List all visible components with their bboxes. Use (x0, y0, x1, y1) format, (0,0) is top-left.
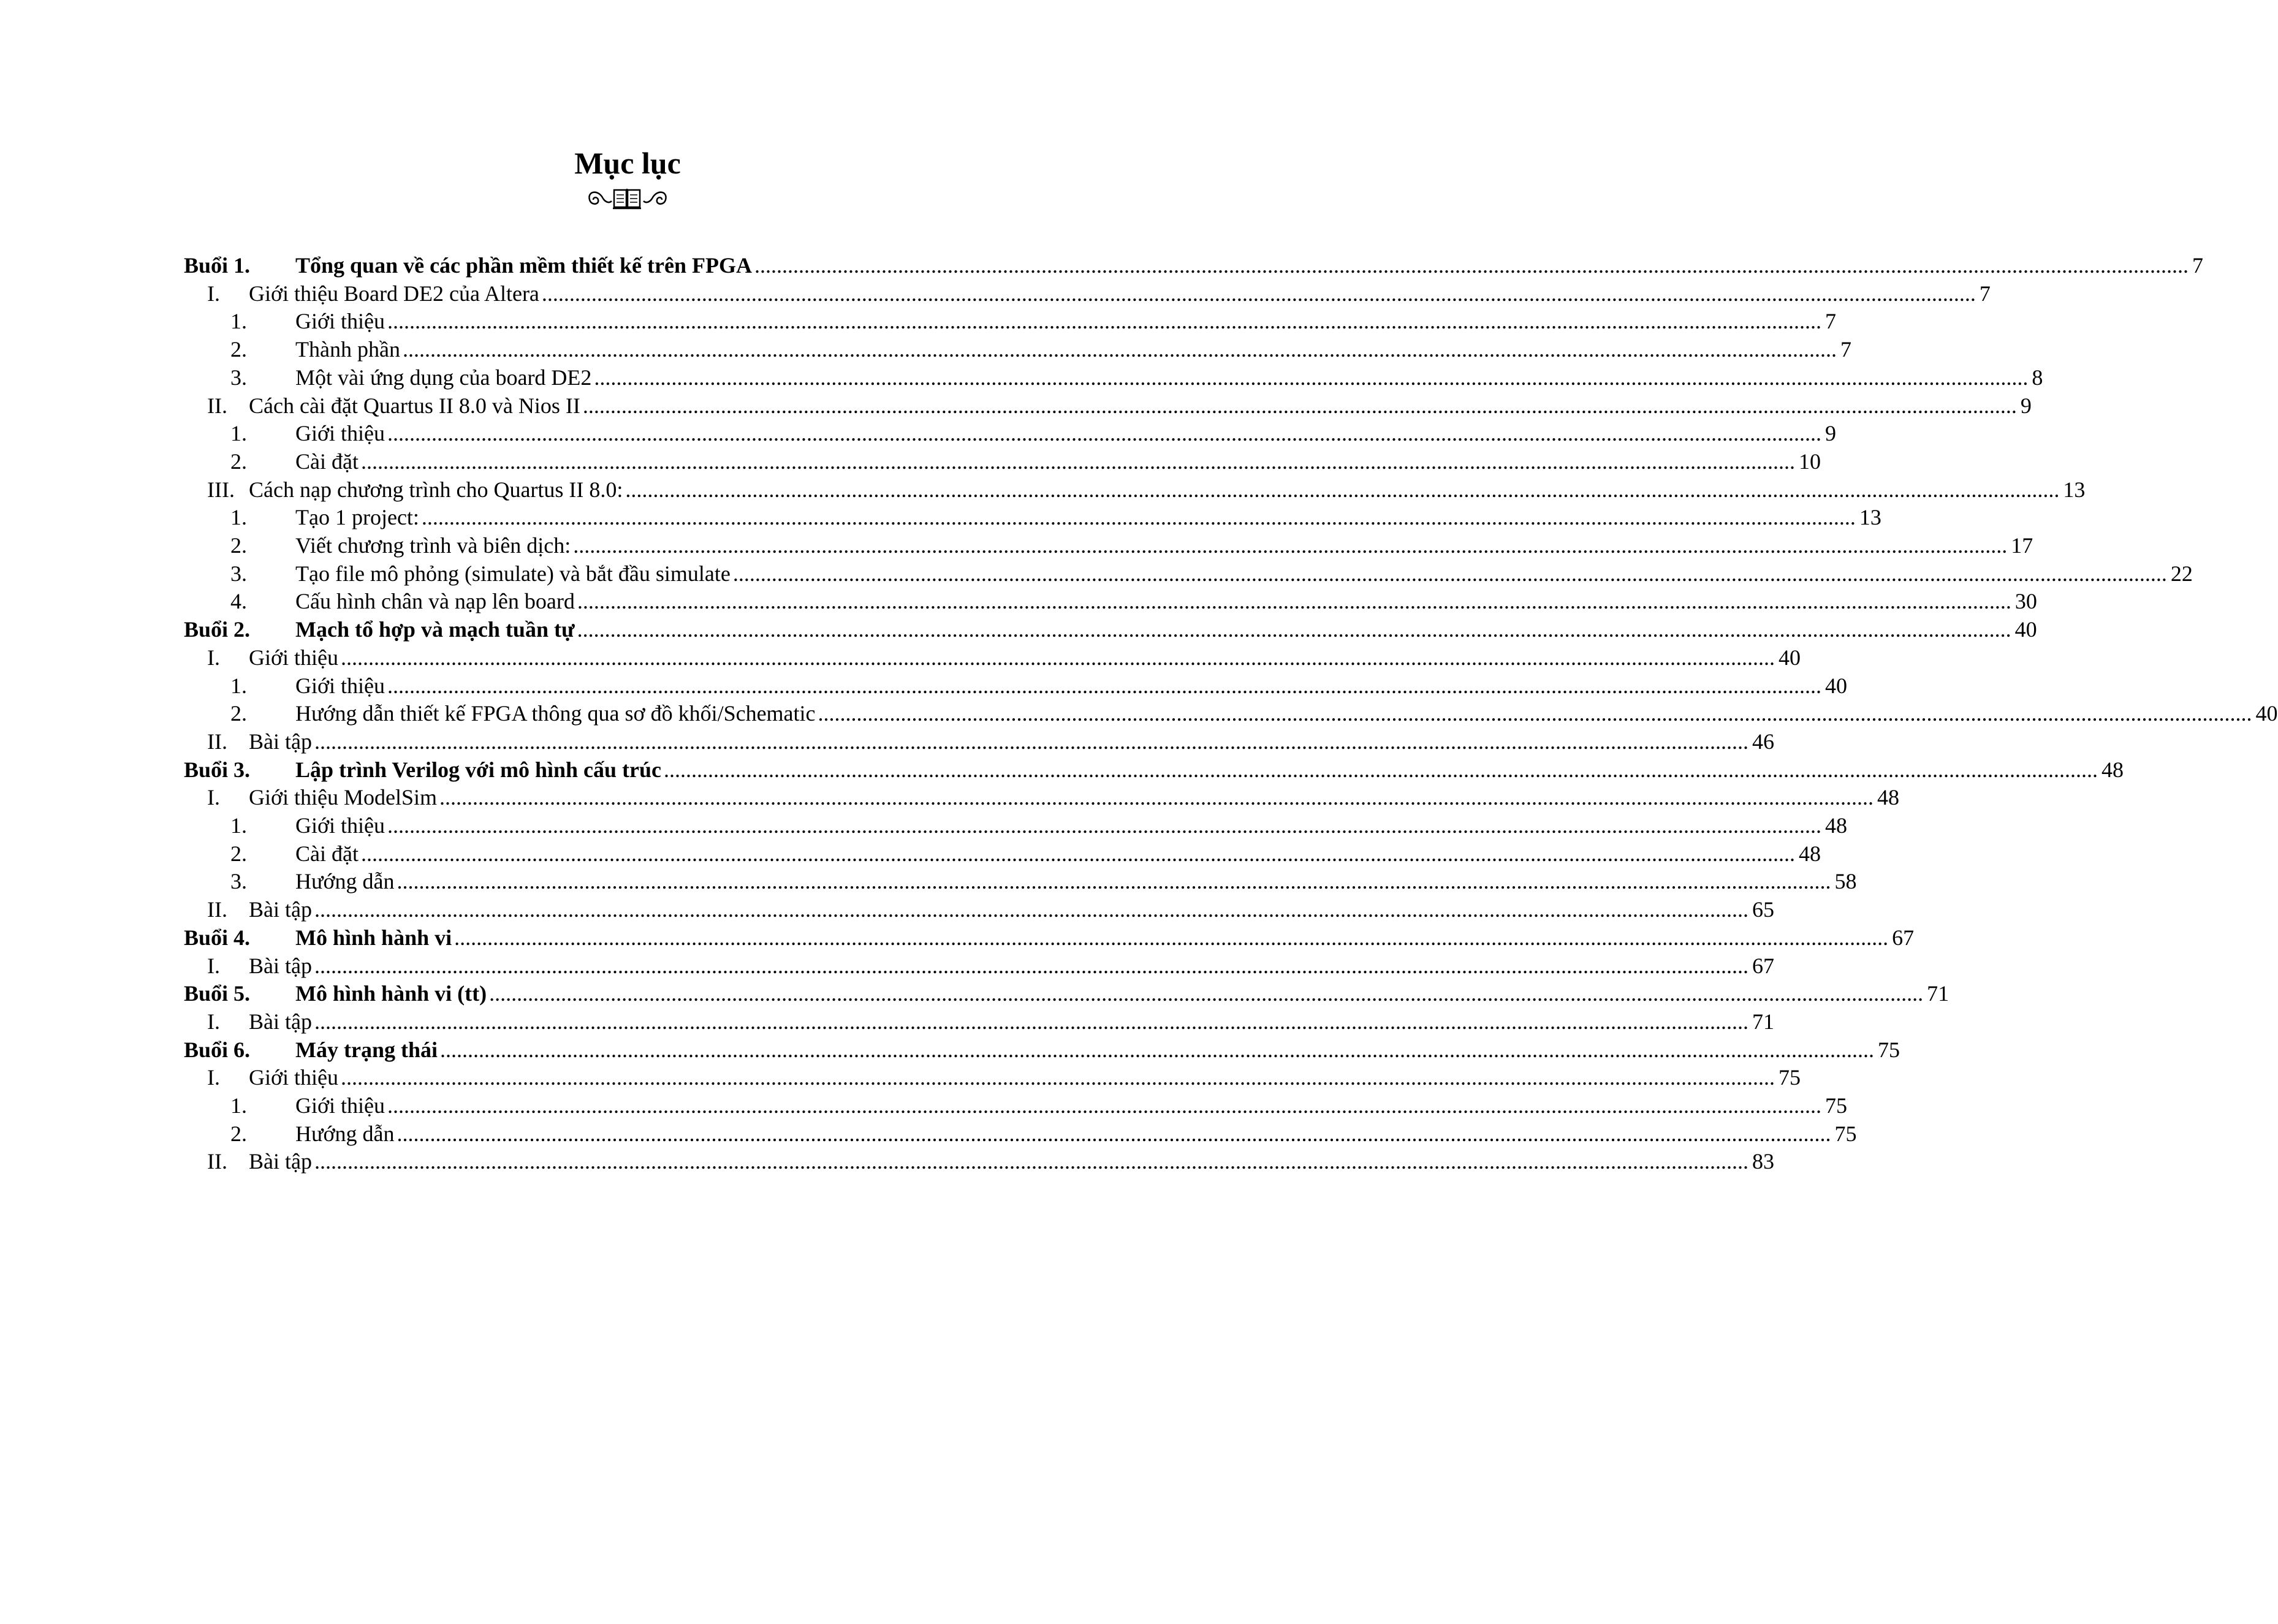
toc-entry-page-number: 71 (1927, 981, 1950, 1006)
toc-entry[interactable] (230, 672, 1848, 700)
page-title: Mục lục (574, 146, 681, 180)
dot-leader: .................................................................................................................................................................................................................................................................... (387, 813, 1822, 838)
toc-entry-line (295, 924, 1915, 952)
toc-entry-line (249, 279, 1991, 308)
toc-entry-line (295, 699, 2278, 727)
toc-entry-line (249, 1063, 1801, 1091)
toc-entry-title: Hướng dẫn (295, 869, 395, 894)
toc-entry-number: I. (207, 645, 220, 670)
dot-leader: .................................................................................................................................................................................................................................................................... (314, 1149, 1748, 1174)
toc-entry[interactable] (230, 867, 1857, 895)
toc-entry-page-number: 9 (2020, 393, 2032, 418)
toc-entry-line (249, 643, 1801, 672)
toc-entry-number: Buổi 6. (184, 1037, 251, 1062)
toc-entry-title: Viết chương trình và biên dịch: (295, 533, 571, 558)
toc-entry[interactable] (230, 811, 1848, 840)
toc-entry-line (295, 251, 2203, 279)
toc-entry-page-number: 65 (1752, 897, 1774, 922)
toc-entry-page-number: 75 (1779, 1065, 1801, 1090)
toc-entry-page-number: 7 (1979, 281, 1991, 306)
toc-entry-number: Buổi 5. (184, 981, 251, 1006)
toc-entry-page-number: 7 (1825, 309, 1837, 334)
dot-leader: .................................................................................................................................................................................................................................................................... (314, 953, 1748, 978)
toc-entry-line (295, 560, 2193, 588)
toc-entry-line (295, 672, 1848, 700)
dot-leader: .................................................................................................................................................................................................................................................................... (387, 421, 1822, 446)
toc-entry-page-number: 48 (1825, 813, 1848, 838)
toc-entry[interactable] (207, 392, 2032, 420)
dot-leader: .................................................................................................................................................................................................................................................................... (489, 981, 1924, 1006)
toc-entry-title: Giới thiệu (295, 673, 385, 698)
toc-entry-number: 3. (230, 869, 247, 894)
toc-entry-line (295, 419, 1837, 447)
toc-entry-title: Giới thiệu (249, 645, 339, 670)
toc-entry-title: Thành phần (295, 337, 400, 362)
toc-entry-number: 1. (230, 421, 247, 446)
dot-leader: .................................................................................................................................................................................................................................................................... (625, 477, 2060, 502)
toc-entry[interactable] (207, 895, 1774, 924)
dot-leader: .................................................................................................................................................................................................................................................................... (594, 365, 2029, 390)
toc-entry-line (249, 1147, 1774, 1175)
toc-entry[interactable] (184, 979, 1950, 1007)
dot-leader: .................................................................................................................................................................................................................................................................... (454, 925, 1889, 950)
toc-entry-page-number: 7 (1840, 337, 1851, 362)
toc-entry-page-number: 71 (1752, 1009, 1774, 1034)
dot-leader: .................................................................................................................................................................................................................................................................... (439, 1037, 1874, 1062)
toc-entry-page-number: 13 (2063, 477, 2086, 502)
toc-entry-line (295, 335, 1851, 363)
toc-entry-title: Giới thiệu ModelSim (249, 785, 438, 810)
toc-entry-line (295, 979, 1950, 1007)
toc-entry-number: 1. (230, 1093, 247, 1118)
toc-entry[interactable] (184, 1036, 1900, 1064)
dot-leader: .................................................................................................................................................................................................................................................................... (818, 701, 2252, 726)
toc-entry-title: Bài tập (249, 1009, 312, 1034)
toc-entry-title: Hướng dẫn thiết kế FPGA thông qua sơ đồ khối/Schematic (295, 701, 816, 726)
toc-entry-title: Một vài ứng dụng của board DE2 (295, 365, 592, 390)
toc-entry-number: I. (207, 785, 220, 810)
toc-entry-number: 2. (230, 533, 247, 558)
toc-entry-page-number: 10 (1798, 449, 1821, 474)
toc-entry-line (295, 811, 1848, 840)
toc-entry-number: 2. (230, 701, 247, 726)
dot-leader: .................................................................................................................................................................................................................................................................... (577, 589, 2011, 614)
toc-entry[interactable] (207, 643, 1801, 672)
toc-entry-line (295, 447, 1821, 476)
toc-entry-page-number: 8 (2032, 365, 2043, 390)
toc-entry-number: Buổi 2. (184, 617, 251, 642)
toc-entry-line (249, 783, 1900, 811)
toc-entry-line (295, 307, 1837, 335)
toc-entry-title: Tạo file mô phỏng (simulate) và bắt đầu simulate (295, 561, 731, 586)
dot-leader: .................................................................................................................................................................................................................................................................... (754, 253, 2189, 278)
toc-entry[interactable] (230, 587, 2037, 615)
dot-leader: .................................................................................................................................................................................................................................................................... (341, 1065, 1775, 1090)
toc-entry[interactable] (230, 363, 2043, 392)
toc-entry[interactable] (184, 756, 2124, 784)
dot-leader: .................................................................................................................................................................................................................................................................... (664, 757, 2098, 782)
toc-entry-page-number: 67 (1752, 953, 1774, 978)
toc-entry-line (249, 895, 1774, 924)
toc-entry[interactable] (207, 783, 1900, 811)
toc-entry[interactable] (230, 560, 2193, 588)
toc-entry-title: Bài tập (249, 1149, 312, 1174)
dot-leader: .................................................................................................................................................................................................................................................................... (314, 897, 1748, 922)
dot-leader: .................................................................................................................................................................................................................................................................... (573, 533, 2008, 558)
toc-entry-title: Bài tập (249, 953, 312, 978)
toc-entry-number: I. (207, 953, 220, 978)
toc-entry-page-number: 48 (1877, 785, 1900, 810)
toc-entry-line (295, 840, 1821, 868)
toc-entry-number: 2. (230, 1121, 247, 1146)
dot-leader: .................................................................................................................................................................................................................................................................... (387, 1093, 1822, 1118)
toc-entry-page-number: 67 (1892, 925, 1915, 950)
toc-entry-line (249, 392, 2032, 420)
toc-entry[interactable] (184, 615, 2037, 643)
ornament-svg (585, 185, 670, 212)
toc-entry[interactable] (184, 924, 1915, 952)
dot-leader: .................................................................................................................................................................................................................................................................... (387, 673, 1822, 698)
toc-entry-number: 3. (230, 365, 247, 390)
toc-entry[interactable] (207, 279, 1991, 308)
dot-leader: .................................................................................................................................................................................................................................................................... (582, 393, 2017, 418)
toc-entry-title: Tổng quan về các phần mềm thiết kế trên FPGA (295, 253, 752, 278)
dot-leader: .................................................................................................................................................................................................................................................................... (360, 449, 1795, 474)
toc-entry-title: Mô hình hành vi (tt) (295, 981, 487, 1006)
toc-entry-line (295, 587, 2037, 615)
toc-entry-number: II. (207, 1149, 227, 1174)
toc-entry-title: Tạo 1 project: (295, 505, 419, 530)
toc-entry[interactable] (230, 307, 1837, 335)
dot-leader: .................................................................................................................................................................................................................................................................... (387, 309, 1822, 334)
toc-entry-number: 2. (230, 449, 247, 474)
toc-entry-line (295, 1120, 1857, 1148)
toc-entry[interactable] (207, 1147, 1774, 1175)
toc-entry-number: 2. (230, 841, 247, 866)
toc-entry-title: Cài đặt (295, 449, 359, 474)
toc-entry-page-number: 75 (1825, 1093, 1848, 1118)
dot-leader: .................................................................................................................................................................................................................................................................... (541, 281, 1976, 306)
toc-entry[interactable] (207, 727, 1774, 756)
toc-entry-title: Lập trình Verilog với mô hình cấu trúc (295, 757, 662, 782)
toc-entry[interactable] (207, 476, 2086, 504)
dot-leader: .................................................................................................................................................................................................................................................................... (341, 645, 1775, 670)
toc-entry[interactable] (230, 1120, 1857, 1148)
toc-entry-line (249, 727, 1774, 756)
toc-entry-number: 4. (230, 589, 247, 614)
toc-entry-title: Giới thiệu (249, 1065, 339, 1090)
toc-entry-number: Buổi 3. (184, 757, 251, 782)
toc-entry-line (295, 1036, 1900, 1064)
toc-entry-number: I. (207, 1065, 220, 1090)
dot-leader: .................................................................................................................................................................................................................................................................... (314, 1009, 1748, 1034)
toc-entry-page-number: 13 (1859, 505, 1881, 530)
toc-entry-title: Cách cài đặt Quartus II 8.0 và Nios II (249, 393, 580, 418)
toc-entry-page-number: 75 (1834, 1121, 1857, 1146)
toc-entry-number: III. (207, 477, 235, 502)
toc-entry-page-number: 48 (2101, 757, 2124, 782)
toc-entry-title: Cách nạp chương trình cho Quartus II 8.0: (249, 477, 623, 502)
toc-entry-line (295, 503, 1881, 531)
toc-entry-number: II. (207, 393, 227, 418)
toc-entry[interactable] (230, 503, 1881, 531)
toc-entry-title: Giới thiệu (295, 1093, 385, 1118)
toc-entry-title: Mạch tổ hợp và mạch tuần tự (295, 617, 575, 642)
dot-leader: .................................................................................................................................................................................................................................................................... (439, 785, 1874, 810)
toc-entry-page-number: 58 (1834, 869, 1857, 894)
toc-entry-number: I. (207, 281, 220, 306)
toc-entry-page-number: 40 (1825, 673, 1848, 698)
toc-entry[interactable] (230, 699, 2278, 727)
toc-entry-line (295, 363, 2043, 392)
toc-entry-line (295, 867, 1857, 895)
toc-entry[interactable] (230, 447, 1821, 476)
toc-entry-number: 1. (230, 309, 247, 334)
dot-leader: .................................................................................................................................................................................................................................................................... (314, 729, 1748, 754)
toc-entry-title: Máy trạng thái (295, 1037, 438, 1062)
toc-entry[interactable] (230, 419, 1837, 447)
dot-leader: .................................................................................................................................................................................................................................................................... (360, 841, 1795, 866)
toc-entry-title: Giới thiệu (295, 309, 385, 334)
toc-entry-title: Giới thiệu (295, 421, 385, 446)
toc-entry-line (295, 615, 2037, 643)
toc-entry[interactable] (207, 1007, 1774, 1036)
toc-entry-number: 1. (230, 673, 247, 698)
toc-entry-number: 1. (230, 505, 247, 530)
toc-entry-number: 1. (230, 813, 247, 838)
toc-entry-page-number: 83 (1752, 1149, 1774, 1174)
toc-entry-page-number: 48 (1798, 841, 1821, 866)
dot-leader: .................................................................................................................................................................................................................................................................... (421, 505, 1856, 530)
toc-entry-page-number: 75 (1877, 1037, 1900, 1062)
toc-entry-title: Bài tập (249, 729, 312, 754)
toc-entry-number: I. (207, 1009, 220, 1034)
toc-entry-title: Bài tập (249, 897, 312, 922)
toc-entry-number: Buổi 1. (184, 253, 251, 278)
toc-entry-line (295, 531, 2033, 560)
toc-entry-line (249, 1007, 1774, 1036)
toc-entry[interactable] (230, 840, 1821, 868)
toc-entry-line (295, 756, 2124, 784)
dot-leader: .................................................................................................................................................................................................................................................................... (397, 1121, 1831, 1146)
toc-entry[interactable] (230, 1091, 1848, 1120)
toc-entry-title: Giới thiệu Board DE2 của Altera (249, 281, 539, 306)
toc-entry-page-number: 22 (2170, 561, 2193, 586)
toc-entry-title: Giới thiệu (295, 813, 385, 838)
toc-entry-number: 3. (230, 561, 247, 586)
toc-entry-page-number: 30 (2014, 589, 2037, 614)
toc-entry-title: Cài đặt (295, 841, 359, 866)
toc-entry[interactable] (230, 335, 1851, 363)
open-book-with-flourishes-icon (0, 184, 1255, 213)
dot-leader: .................................................................................................................................................................................................................................................................... (397, 869, 1831, 894)
toc-entry[interactable] (207, 1063, 1801, 1091)
toc-entry-number: II. (207, 729, 227, 754)
toc-entry-page-number: 40 (1779, 645, 1801, 670)
toc-entry-page-number: 40 (2014, 617, 2037, 642)
toc-entry[interactable] (230, 531, 2033, 560)
toc-entry-line (249, 476, 2086, 504)
toc-entry-line (295, 1091, 1848, 1120)
toc-entry-page-number: 46 (1752, 729, 1774, 754)
toc-entry-title: Hướng dẫn (295, 1121, 395, 1146)
dot-leader: .................................................................................................................................................................................................................................................................... (577, 617, 2011, 642)
dot-leader: .................................................................................................................................................................................................................................................................... (402, 337, 1837, 362)
toc-entry-number: Buổi 4. (184, 925, 251, 950)
toc-entry-title: Cấu hình chân và nạp lên board (295, 589, 575, 614)
toc-entry-number: II. (207, 897, 227, 922)
dot-leader: .................................................................................................................................................................................................................................................................... (732, 561, 2167, 586)
toc-entry-page-number: 9 (1825, 421, 1837, 446)
toc-entry[interactable] (184, 251, 2203, 279)
toc-entry-line (249, 952, 1774, 980)
toc-entry-page-number: 17 (2011, 533, 2033, 558)
toc-entry-page-number: 7 (2192, 253, 2203, 278)
toc-entry-number: 2. (230, 337, 247, 362)
toc-entry-page-number: 40 (2255, 701, 2278, 726)
toc-entry-title: Mô hình hành vi (295, 925, 452, 950)
toc-entry[interactable] (207, 952, 1774, 980)
